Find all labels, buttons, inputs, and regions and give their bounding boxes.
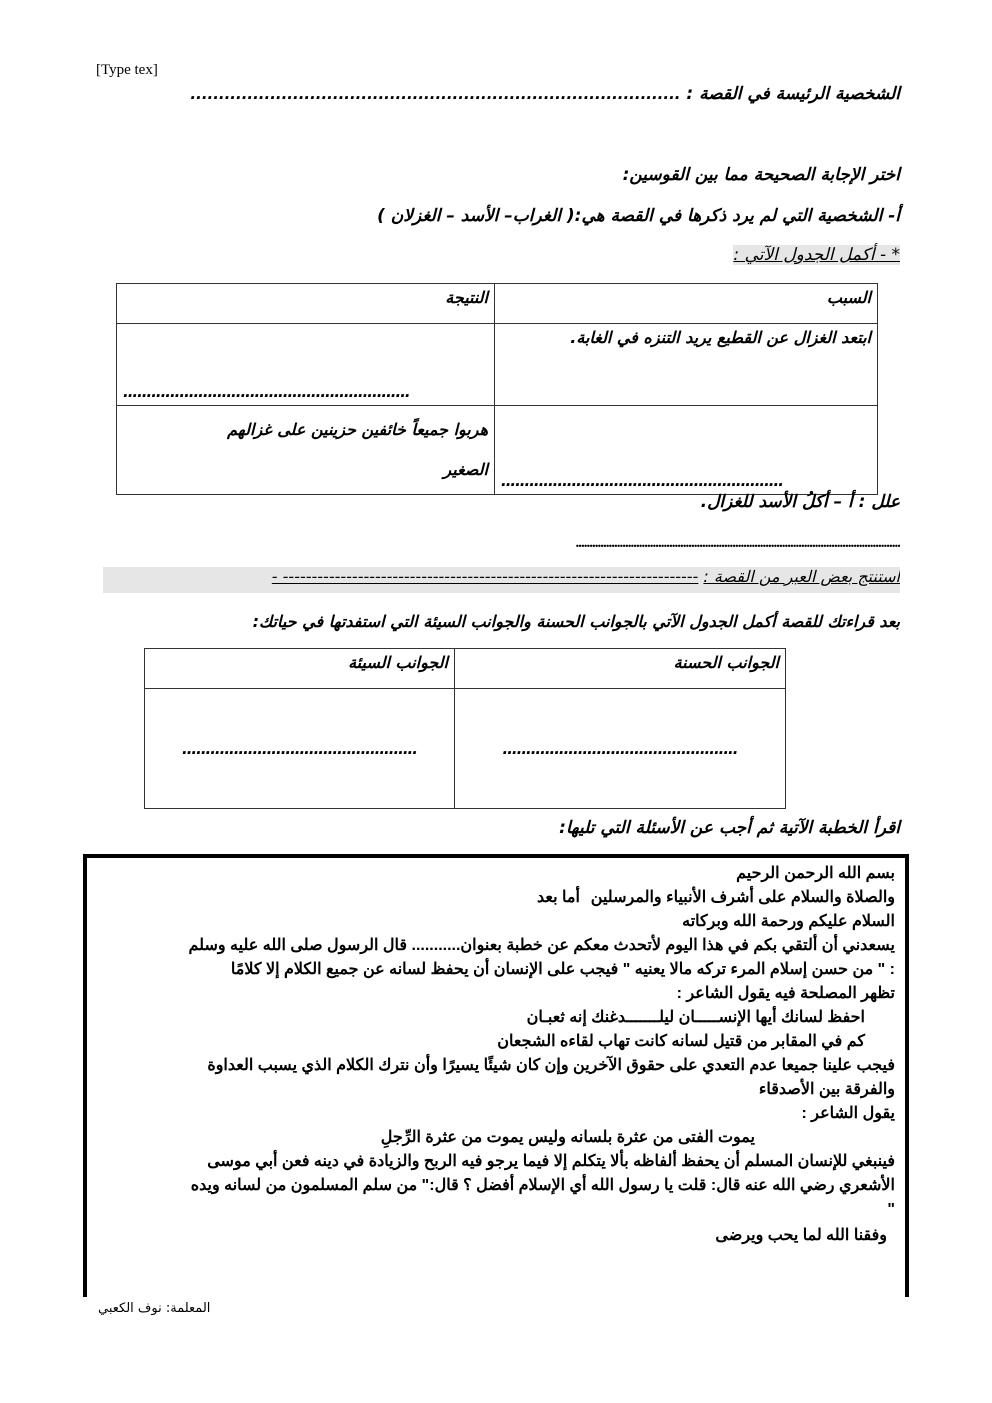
sermon-line-poet-says: يقول الشاعر : bbox=[801, 1105, 895, 1122]
main-character-blank[interactable]: ...................................................................................... bbox=[190, 85, 681, 103]
sermon-verse-2: كم في المقابر من قتيل لسانه كانت تهاب لقاءه الشجعان bbox=[497, 1033, 865, 1050]
row2-cause-blank[interactable]: ............................................................ bbox=[501, 472, 783, 490]
row2-result-line1: هربوا جميعاً خائفين حزينين على غزالهم bbox=[227, 420, 488, 439]
justify-label: علل : أ – أكلُ الأسد للغزال. bbox=[700, 492, 900, 512]
header-bad: الجوانب السيئة bbox=[145, 649, 455, 689]
main-character-question bbox=[190, 84, 900, 104]
deduce-blank[interactable]: ------------------------------------------------------------------------ - bbox=[271, 567, 699, 586]
table1-title-text: * - أكمل الجدول الآتي : bbox=[733, 245, 900, 265]
sermon-line-salat bbox=[87, 886, 905, 910]
sermon-line-basmala: بسم الله الرحمن الرحيم bbox=[736, 865, 895, 882]
deduce-label: استنتج بعض العبر من القصة : bbox=[703, 567, 900, 586]
row2-result-cell bbox=[117, 406, 495, 495]
choose-item-a: أ- الشخصية التي لم يرد ذكرها في القصة هي:( الغراب– الأسد – الغزلان ) bbox=[377, 206, 900, 226]
choose-title: اختر الإجابة الصحيحة مما بين القوسين: bbox=[622, 165, 900, 185]
row1-cause: ابتعد الغزال عن القطيع يريد التنزه في الغابة. bbox=[495, 324, 878, 406]
bad-blank[interactable]: .................................................. bbox=[182, 739, 417, 758]
sermon-line-ashari: الأشعري رضي الله عنه قال: قلت يا رسول الله أي الإسلام أفضل ؟ قال:" من سلم المسلمون من لسانه ويده bbox=[190, 1177, 895, 1194]
cause-result-table bbox=[116, 283, 878, 495]
sermon-instruction: اقرأ الخطبة الآتية ثم أجب عن الأسئلة التي تليها: bbox=[559, 818, 900, 838]
table1-title bbox=[733, 245, 900, 265]
row1-result-blank[interactable]: ............................................................. bbox=[123, 383, 410, 401]
sermon-line-hadith: : " من حسن إسلام المرء تركه مالا يعنيه " فيجب على الإنسان أن يحفظ لسانه عن جميع الكلام إلا كلامًا bbox=[230, 961, 895, 978]
header-cause: السبب bbox=[495, 284, 878, 324]
sermon-line-closing: وفقنا الله لما يحب ويرضى bbox=[715, 1227, 887, 1244]
row1-result-cell bbox=[117, 324, 495, 406]
sermon-line-intro: يسعدني أن ألتقي بكم في هذا اليوم لأتحدث معكم عن خطبة بعنوان........... قال الرسول صلى الله عليه وسلم bbox=[188, 937, 895, 954]
teacher-name: المعلمة: نوف الكعبي bbox=[98, 1301, 211, 1316]
sermon-line-duty: فيجب علينا جميعا عدم التعدي على حقوق الآخرين وإن كان شيئًا يسيرًا وأن نترك الكلام الذي يسبب العداوة bbox=[207, 1057, 895, 1074]
sermon-salat-text: والصلاة والسلام على أشرف الأنبياء والمرسلين bbox=[590, 889, 895, 906]
row2-cause-cell bbox=[495, 406, 878, 495]
row2-result-line2: الصغير bbox=[443, 460, 488, 479]
header-good: الجوانب الحسنة bbox=[455, 649, 786, 689]
sermon-line-quote-end: " bbox=[887, 1201, 895, 1218]
sermon-box bbox=[83, 854, 909, 1297]
sermon-verse-1: احفظ لسانك أيها الإنســـــان ليلـــــــدغنك إنه ثعبـان bbox=[526, 1009, 865, 1026]
justify-blank[interactable]: ...................................................................................................................... bbox=[575, 535, 900, 551]
good-cell bbox=[455, 689, 786, 809]
sermon-amma-baad: أما بعد bbox=[537, 889, 580, 906]
sermon-line-muslim: فينبغي للإنسان المسلم أن يحفظ ألفاظه بألا يتكلم إلا فيما يرجو فيه الربح والزيادة في دينه فعن أبي موسى bbox=[207, 1153, 895, 1170]
header-placeholder: [Type tex] bbox=[96, 62, 158, 78]
table2-title: بعد قراءتك للقصة أكمل الجدول الآتي بالجوانب الحسنة والجوانب السيئة التي استفدتها في حياتك: bbox=[252, 612, 900, 631]
good-bad-table bbox=[144, 648, 786, 809]
header-result: النتيجة bbox=[117, 284, 495, 324]
sermon-line-friends: والفرقة بين الأصدقاء bbox=[758, 1081, 895, 1098]
sermon-line-poet-intro: تظهر المصلحة فيه يقول الشاعر : bbox=[676, 985, 895, 1002]
sermon-verse-3: يموت الفتى من عثرة بلسانه وليس يموت من عثرة الرِّجلِ bbox=[380, 1129, 755, 1146]
main-character-label: الشخصية الرئيسة في القصة : bbox=[686, 84, 900, 104]
bad-cell bbox=[145, 689, 455, 809]
deduce-row bbox=[103, 567, 900, 593]
sermon-line-greeting: السلام عليكم ورحمة الله وبركاته bbox=[682, 913, 895, 930]
good-blank[interactable]: .................................................. bbox=[502, 739, 738, 758]
